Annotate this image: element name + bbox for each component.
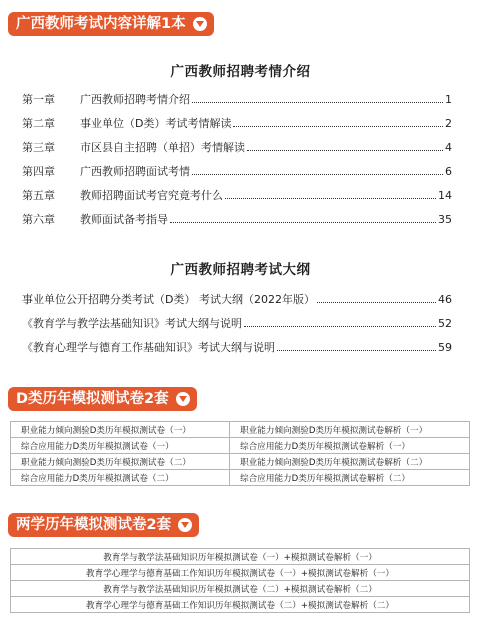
toc-chapter: 第一章 [22, 93, 55, 106]
section-title-exam-syllabus: 广西教师招聘考试大纲 [170, 262, 311, 278]
toc-leader [244, 326, 436, 327]
toc-page: 59 [438, 341, 452, 354]
banner-d-class-tests [8, 387, 197, 411]
table-cell: 综合应用能力D类历年模拟测试卷（二） [11, 470, 230, 486]
toc-leader [233, 126, 443, 127]
toc-row [22, 188, 452, 204]
toc-page: 6 [445, 165, 452, 178]
toc-row [22, 164, 452, 180]
banner-content-details [8, 12, 214, 36]
toc-page: 4 [445, 141, 452, 154]
table-row [11, 549, 470, 565]
two-subject-test-table [10, 548, 470, 613]
toc-page: 2 [445, 117, 452, 130]
toc-title: 市区县自主招聘（单招）考情解读 [80, 141, 245, 154]
toc-chapter: 第二章 [22, 117, 55, 130]
table-row [11, 470, 470, 486]
toc-title: 事业单位（D类）考试考情解读 [80, 117, 232, 130]
table-row [11, 438, 470, 454]
table-cell: 教育学与教学法基础知识历年模拟测试卷（二）+模拟测试卷解析（二） [11, 581, 470, 597]
table-cell: 职业能力倾向测验D类历年模拟测试卷（二） [11, 454, 230, 470]
toc-row [22, 316, 452, 332]
banner-d-class-tests-label: D类历年模拟测试卷2套 [16, 391, 169, 407]
toc-page: 35 [438, 213, 452, 226]
toc-page: 14 [438, 189, 452, 202]
toc-chapter: 第三章 [22, 141, 55, 154]
toc-title: 《教育学与教学法基础知识》考试大纲与说明 [22, 317, 242, 330]
toc-title: 教师面试备考指导 [80, 213, 168, 226]
toc-title: 教师招聘面试考官究竟考什么 [80, 189, 223, 202]
toc-leader [317, 302, 436, 303]
table-cell: 职业能力倾向测验D类历年模拟测试卷解析（二） [230, 454, 470, 470]
chevron-down-icon [178, 518, 192, 532]
toc-row [22, 292, 452, 308]
table-cell: 职业能力倾向测验D类历年模拟测试卷（一） [11, 422, 230, 438]
table-row [11, 565, 470, 581]
table-cell: 教育学心理学与德育基础工作知识历年模拟测试卷（二）+模拟测试卷解析（二） [11, 597, 470, 613]
toc-row [22, 212, 452, 228]
toc-leader [277, 350, 436, 351]
table-cell: 综合应用能力D类历年模拟测试卷（一） [11, 438, 230, 454]
table-row [11, 454, 470, 470]
chevron-down-icon [176, 392, 190, 406]
table-cell: 综合应用能力D类历年模拟测试卷解析（一） [230, 438, 470, 454]
toc-page: 1 [445, 93, 452, 106]
table-row [11, 422, 470, 438]
banner-two-subject-tests-label: 两学历年模拟测试卷2套 [16, 517, 172, 533]
toc-row [22, 92, 452, 108]
toc-chapter: 第六章 [22, 213, 55, 226]
table-cell: 职业能力倾向测验D类历年模拟测试卷解析（一） [230, 422, 470, 438]
toc-title: 广西教师招聘考情介绍 [80, 93, 190, 106]
toc-leader [170, 222, 436, 223]
toc-row [22, 116, 452, 132]
toc-row [22, 140, 452, 156]
d-class-test-table [10, 421, 470, 486]
banner-two-subject-tests [8, 513, 199, 537]
toc-leader [192, 174, 443, 175]
table-row [11, 581, 470, 597]
toc-page: 52 [438, 317, 452, 330]
toc-chapter: 第五章 [22, 189, 55, 202]
table-cell: 综合应用能力D类历年模拟测试卷解析（二） [230, 470, 470, 486]
table-row [11, 597, 470, 613]
toc-chapter: 第四章 [22, 165, 55, 178]
toc-leader [192, 102, 443, 103]
toc-title: 广西教师招聘面试考情 [80, 165, 190, 178]
toc-leader [225, 198, 436, 199]
toc-title: 事业单位公开招聘分类考试（D类） 考试大纲（2022年版） [22, 293, 315, 306]
toc-row [22, 340, 452, 356]
toc-page: 46 [438, 293, 452, 306]
banner-content-details-label: 广西教师考试内容详解1本 [16, 16, 186, 32]
toc-leader [247, 150, 443, 151]
table-cell: 教育学与教学法基础知识历年模拟测试卷（一）+模拟测试卷解析（一） [11, 549, 470, 565]
section-title-recruitment-intro: 广西教师招聘考情介绍 [170, 64, 311, 80]
table-cell: 教育学心理学与德育基础工作知识历年模拟测试卷（一）+模拟测试卷解析（一） [11, 565, 470, 581]
chevron-down-icon [193, 17, 207, 31]
toc-title: 《教育心理学与德育工作基础知识》考试大纲与说明 [22, 341, 275, 354]
